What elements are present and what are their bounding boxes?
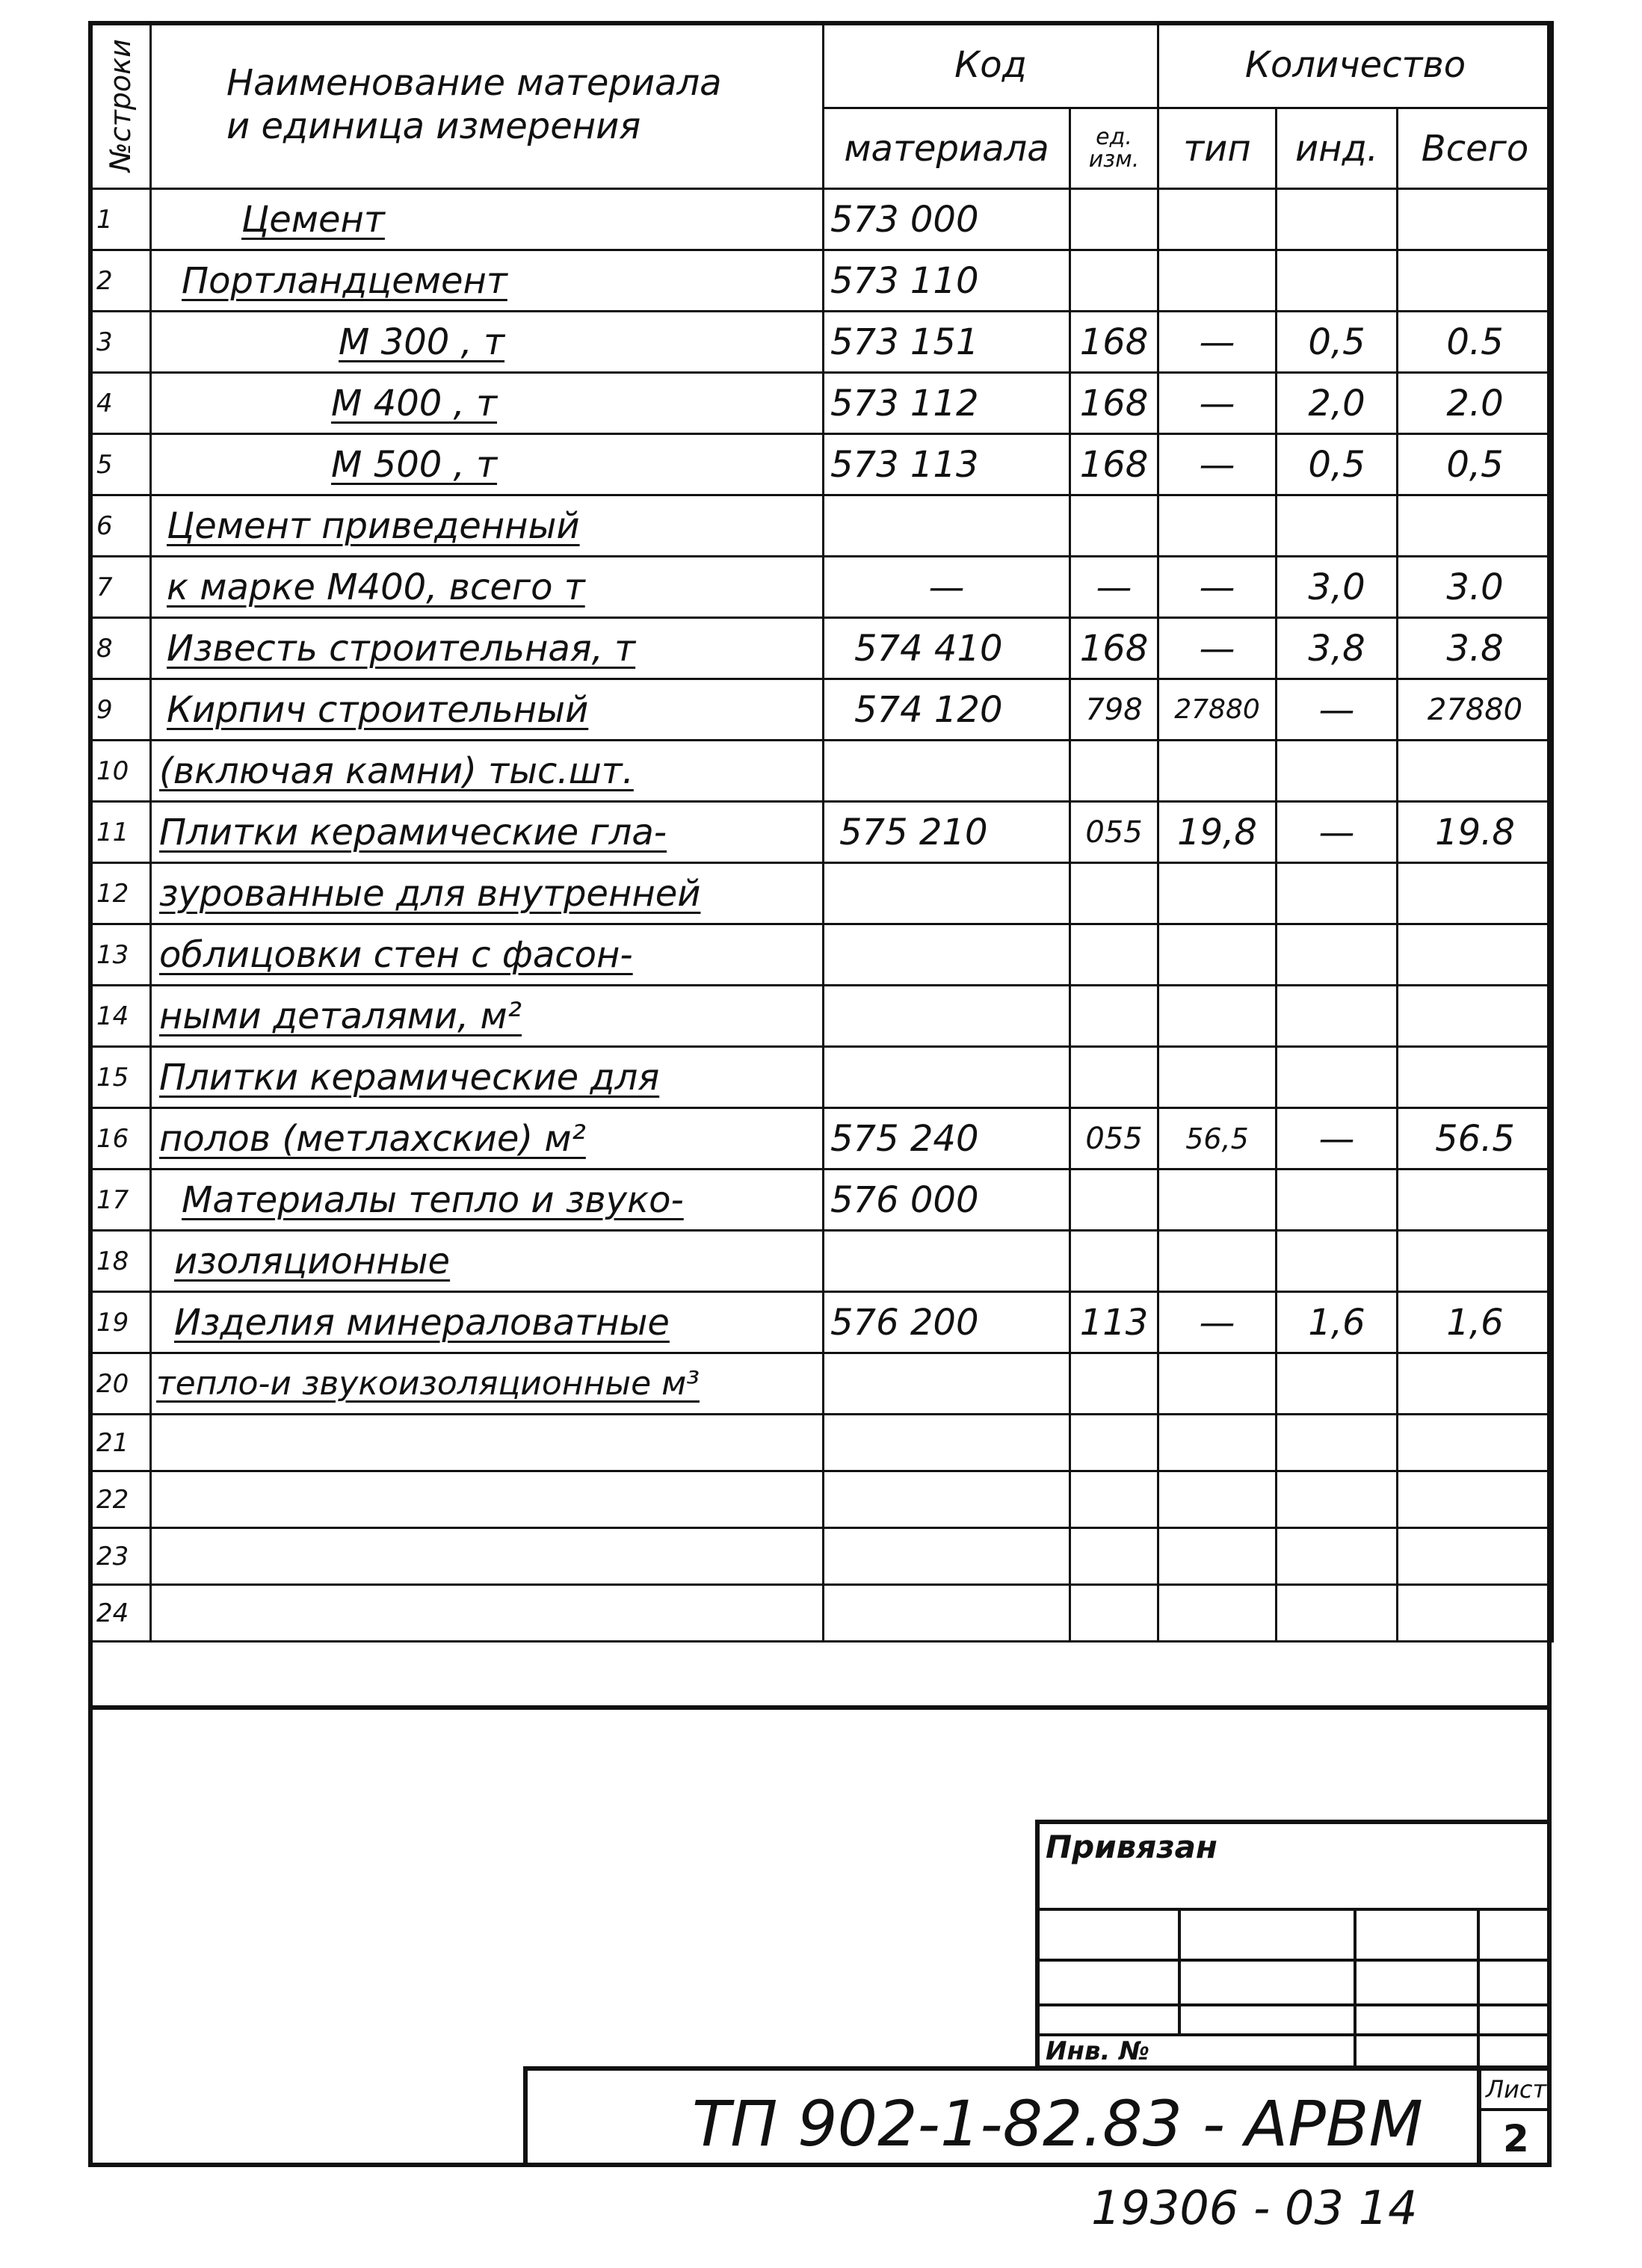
stamp-col-rule: [1354, 1908, 1356, 2070]
material-name: зурованные для внутренней: [151, 863, 824, 924]
qty-total: [1398, 1169, 1553, 1231]
qty-type: [1158, 924, 1277, 986]
header-qty-ind: инд.: [1277, 108, 1398, 189]
qty-total: 19.8: [1398, 802, 1553, 863]
qty-total: 27880: [1398, 679, 1553, 741]
row-no: 12: [90, 863, 151, 924]
qty-ind: 1,6: [1277, 1292, 1398, 1353]
unit-code: —: [1070, 557, 1158, 618]
qty-type: [1158, 1415, 1277, 1471]
linked-label: Привязан: [1046, 1829, 1217, 1865]
unit-code: 055: [1070, 802, 1158, 863]
material-name: тепло-и звукоизоляционные м³: [151, 1353, 824, 1415]
material-name: ными деталями, м²: [151, 986, 824, 1047]
material-name: Кирпич строительный: [151, 679, 824, 741]
header-name-line2: и единица измерения: [226, 105, 641, 147]
unit-code: [1070, 924, 1158, 986]
row-no: 15: [90, 1047, 151, 1108]
material-code: [824, 1047, 1070, 1108]
unit-code: 168: [1070, 312, 1158, 373]
material-name: [151, 1415, 824, 1471]
qty-total: [1398, 1471, 1553, 1528]
row-no: 2: [90, 250, 151, 312]
material-code: [824, 863, 1070, 924]
material-name: изоляционные: [151, 1231, 824, 1292]
qty-ind: 3,0: [1277, 557, 1398, 618]
material-name: Известь строительная, т: [151, 618, 824, 679]
sheet-label: Лист: [1486, 2075, 1547, 2104]
material-code: 573 110: [824, 250, 1070, 312]
row-no: 13: [90, 924, 151, 986]
qty-ind: [1277, 1231, 1398, 1292]
qty-total: 2.0: [1398, 373, 1553, 434]
material-name: Изделия минераловатные: [151, 1292, 824, 1353]
row-no: 8: [90, 618, 151, 679]
header-name: [151, 22, 824, 189]
unit-code: [1070, 1231, 1158, 1292]
qty-ind: 0,5: [1277, 312, 1398, 373]
archive-code: 19306 - 03 14: [1091, 2181, 1418, 2235]
unit-code: [1070, 1047, 1158, 1108]
material-code: [824, 986, 1070, 1047]
material-code: [824, 741, 1070, 802]
material-code: 575 210: [824, 802, 1070, 863]
unit-code: [1070, 1585, 1158, 1642]
row-no: 23: [90, 1528, 151, 1585]
material-code: [824, 1528, 1070, 1585]
qty-ind: [1277, 189, 1398, 250]
qty-ind: [1277, 1047, 1398, 1108]
unit-code: [1070, 189, 1158, 250]
qty-ind: [1277, 1353, 1398, 1415]
row-no: 1: [90, 189, 151, 250]
material-name: М 400 , т: [151, 373, 824, 434]
material-code: 573 112: [824, 373, 1070, 434]
material-code: —: [824, 557, 1070, 618]
material-code: 573 151: [824, 312, 1070, 373]
material-code: [824, 1585, 1070, 1642]
material-code: 576 000: [824, 1169, 1070, 1231]
qty-ind: [1277, 1528, 1398, 1585]
linked-stamp: [1035, 1820, 1552, 2070]
qty-total: [1398, 986, 1553, 1047]
qty-total: [1398, 924, 1553, 986]
unit-code: [1070, 1528, 1158, 1585]
row-no: 6: [90, 495, 151, 557]
material-code: [824, 1471, 1070, 1528]
qty-type: [1158, 986, 1277, 1047]
qty-ind: —: [1277, 802, 1398, 863]
unit-code: [1070, 863, 1158, 924]
stamp-rule: [1040, 1959, 1552, 1962]
qty-type: 27880: [1158, 679, 1277, 741]
unit-code: [1070, 741, 1158, 802]
qty-type: [1158, 189, 1277, 250]
material-code: 574 120: [824, 679, 1070, 741]
material-name: (включая камни) тыс.шт.: [151, 741, 824, 802]
material-name: [151, 1585, 824, 1642]
qty-type: [1158, 250, 1277, 312]
material-code: [824, 1353, 1070, 1415]
material-name: [151, 1528, 824, 1585]
qty-total: [1398, 1231, 1553, 1292]
material-name: облицовки стен с фасон-: [151, 924, 824, 986]
stamp-col-rule: [1178, 1908, 1181, 2036]
inv-no-label: Инв. №: [1046, 2036, 1150, 2066]
qty-total: [1398, 1353, 1553, 1415]
qty-total: [1398, 495, 1553, 557]
material-code: 576 200: [824, 1292, 1070, 1353]
row-no: 16: [90, 1108, 151, 1169]
material-name: Плитки керамические гла-: [151, 802, 824, 863]
qty-total: [1398, 1415, 1553, 1471]
unit-code: 168: [1070, 373, 1158, 434]
header-code-unit: ед. изм.: [1070, 108, 1158, 189]
row-no: 4: [90, 373, 151, 434]
qty-type: [1158, 1585, 1277, 1642]
qty-total: [1398, 1528, 1553, 1585]
unit-code: 113: [1070, 1292, 1158, 1353]
row-no: 14: [90, 986, 151, 1047]
row-no: 22: [90, 1471, 151, 1528]
material-name: к марке М400, всего т: [151, 557, 824, 618]
qty-total: 0,5: [1398, 434, 1553, 495]
row-no: 10: [90, 741, 151, 802]
material-name: Цемент приведенный: [151, 495, 824, 557]
material-name: М 300 , т: [151, 312, 824, 373]
material-name: Портландцемент: [151, 250, 824, 312]
unit-code: [1070, 986, 1158, 1047]
unit-code: [1070, 1169, 1158, 1231]
stamp-col-rule: [1477, 1908, 1480, 2070]
row-no: 19: [90, 1292, 151, 1353]
qty-total: 1,6: [1398, 1292, 1553, 1353]
qty-type: [1158, 1169, 1277, 1231]
qty-ind: [1277, 986, 1398, 1047]
qty-type: [1158, 1231, 1277, 1292]
material-code: [824, 495, 1070, 557]
qty-total: [1398, 1585, 1553, 1642]
row-no: 9: [90, 679, 151, 741]
material-name: [151, 1471, 824, 1528]
sheet-number: 2: [1503, 2117, 1529, 2160]
qty-type: —: [1158, 1292, 1277, 1353]
qty-total: [1398, 189, 1553, 250]
qty-type: —: [1158, 373, 1277, 434]
qty-type: [1158, 741, 1277, 802]
qty-total: [1398, 863, 1553, 924]
row-no: 17: [90, 1169, 151, 1231]
material-name: Цемент: [151, 189, 824, 250]
qty-ind: [1277, 863, 1398, 924]
unit-code: [1070, 1415, 1158, 1471]
qty-type: [1158, 495, 1277, 557]
qty-total: 3.8: [1398, 618, 1553, 679]
qty-total: 0.5: [1398, 312, 1553, 373]
qty-ind: 2,0: [1277, 373, 1398, 434]
qty-ind: [1277, 741, 1398, 802]
qty-type: —: [1158, 434, 1277, 495]
material-name: Материалы тепло и звуко-: [151, 1169, 824, 1231]
row-no: 18: [90, 1231, 151, 1292]
material-code: 573 113: [824, 434, 1070, 495]
unit-code: [1070, 250, 1158, 312]
qty-total: [1398, 250, 1553, 312]
stamp-rule: [1040, 1908, 1552, 1911]
qty-total: [1398, 741, 1553, 802]
table-bottom-rule: [88, 1705, 1552, 1710]
row-no: 24: [90, 1585, 151, 1642]
qty-type: [1158, 1047, 1277, 1108]
qty-type: [1158, 1528, 1277, 1585]
qty-ind: —: [1277, 679, 1398, 741]
qty-ind: —: [1277, 1108, 1398, 1169]
unit-code: [1070, 1353, 1158, 1415]
material-name: полов (метлахские) м²: [151, 1108, 824, 1169]
row-no: 7: [90, 557, 151, 618]
qty-ind: 3,8: [1277, 618, 1398, 679]
qty-ind: [1277, 1169, 1398, 1231]
material-code: 574 410: [824, 618, 1070, 679]
qty-ind: 0,5: [1277, 434, 1398, 495]
unit-code: [1070, 1471, 1158, 1528]
qty-ind: [1277, 1585, 1398, 1642]
qty-type: [1158, 1353, 1277, 1415]
unit-code: 168: [1070, 434, 1158, 495]
qty-ind: [1277, 924, 1398, 986]
header-row-no: №строки: [90, 22, 151, 189]
row-no: 11: [90, 802, 151, 863]
qty-ind: [1277, 1415, 1398, 1471]
unit-code: 798: [1070, 679, 1158, 741]
qty-total: 3.0: [1398, 557, 1553, 618]
unit-code: 168: [1070, 618, 1158, 679]
header-quantity: Количество: [1158, 22, 1553, 108]
qty-type: —: [1158, 618, 1277, 679]
stamp-rule: [1040, 2003, 1552, 2006]
header-code: Код: [824, 22, 1158, 108]
row-no: 21: [90, 1415, 151, 1471]
title-divider: [1477, 2071, 1481, 2167]
title-block: [523, 2066, 1552, 2167]
row-no: 3: [90, 312, 151, 373]
header-qty-total: Всего: [1398, 108, 1553, 189]
material-code: [824, 1231, 1070, 1292]
header-code-material: материала: [824, 108, 1070, 189]
unit-code: 055: [1070, 1108, 1158, 1169]
qty-type: [1158, 1471, 1277, 1528]
row-no: 20: [90, 1353, 151, 1415]
header-qty-type: тип: [1158, 108, 1277, 189]
materials-table: [88, 21, 1554, 1643]
qty-ind: [1277, 250, 1398, 312]
qty-ind: [1277, 495, 1398, 557]
material-name: Плитки керамические для: [151, 1047, 824, 1108]
material-code: 573 000: [824, 189, 1070, 250]
material-code: [824, 924, 1070, 986]
title-sheet-rule: [1477, 2108, 1552, 2111]
material-code: [824, 1415, 1070, 1471]
qty-total: 56.5: [1398, 1108, 1553, 1169]
row-no: 5: [90, 434, 151, 495]
unit-code: [1070, 495, 1158, 557]
qty-total: [1398, 1047, 1553, 1108]
qty-type: —: [1158, 312, 1277, 373]
header-name-line1: Наименование материала: [226, 62, 722, 105]
material-name: М 500 , т: [151, 434, 824, 495]
qty-type: 19,8: [1158, 802, 1277, 863]
qty-type: 56,5: [1158, 1108, 1277, 1169]
qty-ind: [1277, 1471, 1398, 1528]
qty-type: [1158, 863, 1277, 924]
qty-type: —: [1158, 557, 1277, 618]
document-designation: ТП 902-1-82.83 - АРВМ: [692, 2087, 1423, 2160]
material-code: 575 240: [824, 1108, 1070, 1169]
